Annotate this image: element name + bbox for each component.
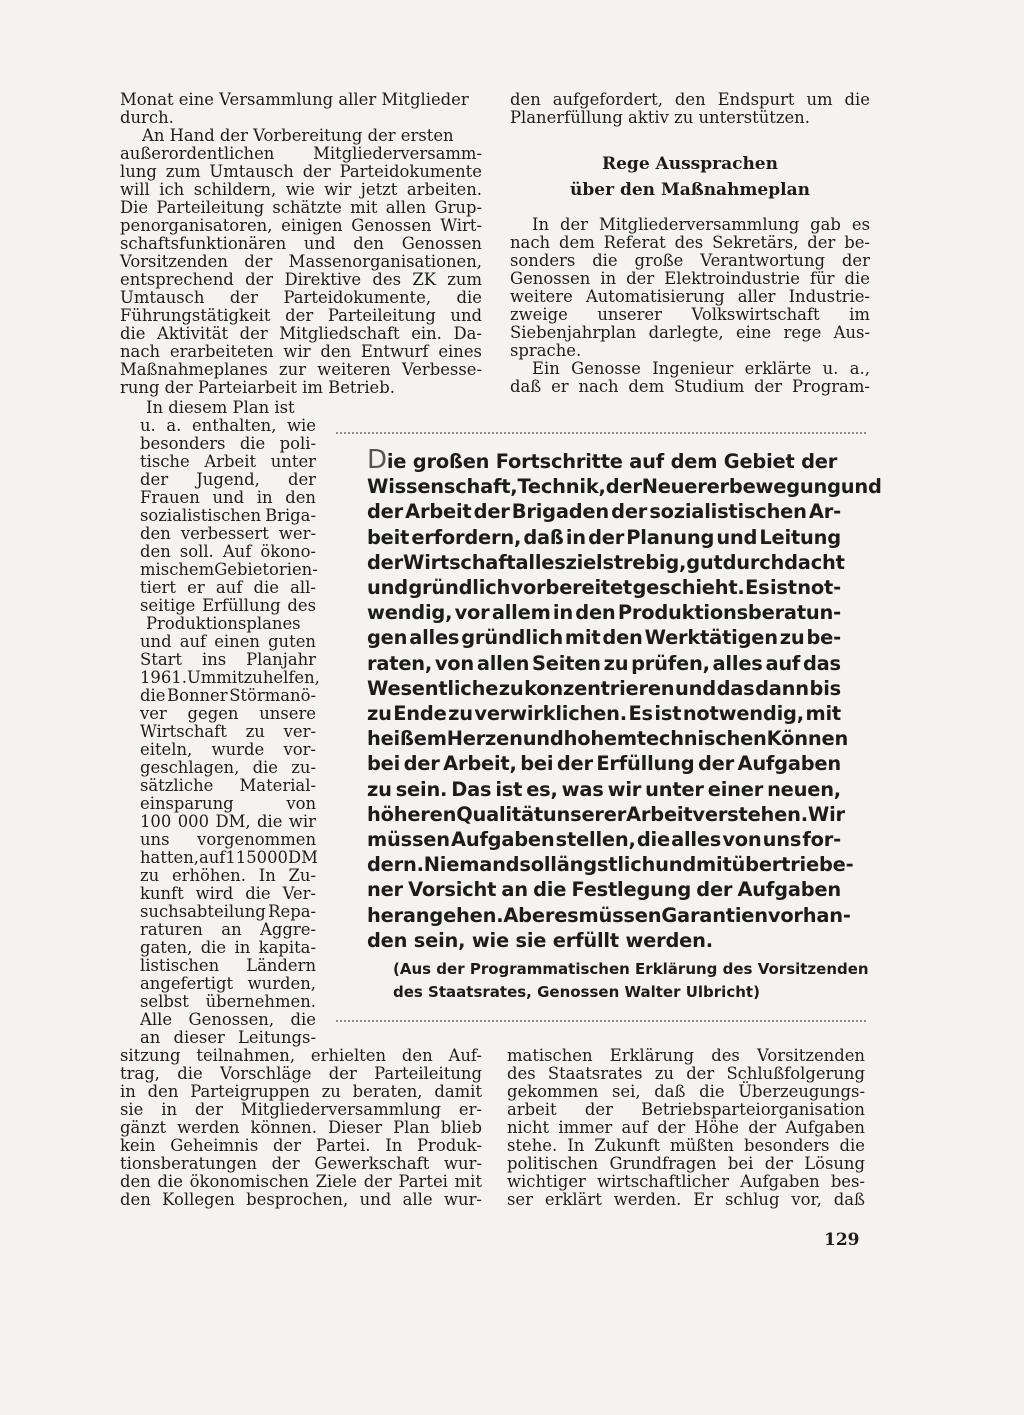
text-line: listischen Ländern: [140, 956, 316, 975]
text-line: eiteln, wurde vor-: [140, 740, 316, 759]
text-line: sie in der Mitgliederversammlung er-: [120, 1100, 482, 1119]
text-line: In der Mitgliederversammlung gab es: [532, 215, 870, 234]
text-line: und auf einen guten: [140, 632, 316, 651]
text-line: wichtiger wirtschaftlicher Aufgaben bes-: [507, 1172, 865, 1191]
quote-line: dern. Niemand soll ängstlich und mit übertriebe-: [367, 853, 854, 877]
text-line: nach dem Referat des Sekretärs, der be-: [510, 233, 870, 252]
text-line: 1961. Um mitzuhelfen,: [140, 668, 320, 687]
text-line: sonders die große Verantwortung der: [510, 251, 870, 270]
text-line: Produktionsplanes: [146, 614, 301, 633]
quote-line: ner Vorsicht an die Festlegung der Aufgaben: [367, 878, 841, 902]
text-line: An Hand der Vorbereitung der ersten: [142, 126, 454, 145]
source-line: (Aus der Programmatischen Erklärung des Vorsitzenden: [393, 960, 869, 978]
heading-line: Rege Aussprachen: [601, 154, 778, 174]
left-column-bottom: [120, 1047, 482, 1209]
text-line: raturen an Aggre-: [140, 920, 316, 939]
text-line: Umtausch der Parteidokumente, die: [120, 288, 482, 307]
drop-cap: D: [367, 445, 387, 475]
text-line: trag, die Vorschläge der Parteileitung: [120, 1064, 482, 1083]
quote-line: herangehen. Aber es müssen Garantien vorhan-: [367, 903, 851, 927]
right-column-top: [510, 91, 870, 127]
section-heading: [510, 151, 870, 203]
text-line: tische Arbeit unter: [140, 452, 316, 471]
text-line: matischen Erklärung des Vorsitzenden: [507, 1046, 865, 1065]
text-line: 100 000 DM, die wir: [140, 812, 316, 831]
quote-line: zu sein. Das ist es, was wir unter einer neuen,: [367, 777, 841, 801]
text-line: nicht immer auf der Höhe der Aufgaben: [507, 1118, 865, 1137]
text-line: suchsabteilung Repa-: [140, 902, 316, 921]
text-line: gänzt werden können. Dieser Plan blieb: [120, 1118, 482, 1137]
text-line: u. a. enthalten, wie: [140, 416, 316, 435]
quote-line: müssen Aufgaben stellen, die alles von uns for-: [367, 828, 841, 852]
text-line: Planerfüllung aktiv zu unterstützen.: [510, 108, 810, 127]
text-line: selbst übernehmen.: [140, 992, 316, 1011]
quote-line: raten, von allen Seiten zu prüfen, alles auf das: [367, 651, 841, 675]
text-line: rung der Parteiarbeit im Betrieb.: [120, 378, 395, 397]
source-line: des Staatsrates, Genossen Walter Ulbricht): [393, 983, 760, 1001]
text-line: zu erhöhen. In Zu-: [140, 866, 316, 885]
quote-line: Wissenschaft, Technik, der Neuererbewegung und: [367, 475, 882, 499]
quote-bottom-rule: [336, 1020, 866, 1022]
text-line: tiert er auf die all-: [140, 578, 316, 597]
quotation: [367, 445, 882, 953]
right-column-mid: [510, 216, 870, 396]
text-line: in den Parteigruppen zu beraten, damit: [120, 1082, 482, 1101]
text-line: penorganisatoren, einigen Genossen Wirt-: [120, 216, 482, 235]
text-line: uns vorgenommen: [140, 830, 316, 849]
text-line: mischem Gebiet orien-: [140, 560, 318, 579]
text-line: ver gegen unsere: [140, 704, 316, 723]
quote-line: zu Ende zu verwirklichen. Es ist notwendig, mit: [367, 702, 841, 726]
text-line: Führungstätigkeit der Parteileitung und: [120, 306, 482, 325]
text-line: Frauen und in den: [140, 488, 316, 507]
text-line: Wirtschaft zu ver-: [140, 722, 316, 741]
text-line: die Aktivität der Mitgliedschaft ein. Da-: [120, 324, 482, 343]
text-line: der Jugend, der: [140, 470, 316, 489]
text-line: arbeit der Betriebsparteiorganisation: [507, 1100, 865, 1119]
text-line: gekommen sei, daß die Überzeugungs-: [507, 1082, 865, 1101]
text-line: angefertigt wurden,: [140, 974, 316, 993]
quote-line: [367, 445, 841, 475]
page-number: 129: [824, 1230, 860, 1250]
text-line: Ein Genosse Ingenieur erklärte u. a.,: [532, 359, 870, 378]
text-line: sprache.: [510, 341, 582, 360]
text-line: Siebenjahrplan darlegte, eine rege Aus-: [510, 323, 870, 342]
left-column-narrow: [140, 398, 320, 1047]
text-line: lung zum Umtausch der Parteidokumente: [120, 162, 482, 181]
text-line: besonders die poli-: [140, 434, 316, 453]
text-line: Monat eine Versammlung aller Mitglieder: [120, 90, 469, 109]
text-line: kunft wird die Ver-: [140, 884, 316, 903]
text-line: durch.: [120, 108, 174, 127]
quote-line: gen alles gründlich mit den Werktätigen zu be-: [367, 626, 841, 650]
text-line: des Staatsrates zu der Schlußfolgerung: [507, 1064, 865, 1083]
quote-top-rule: [336, 432, 866, 434]
quote-line: beit erfordern, daß in der Planung und Leitung: [367, 525, 841, 549]
text-line: weitere Automatisierung aller Industrie-: [510, 287, 870, 306]
text-line: den verbessert wer-: [140, 524, 316, 543]
text-line: Genossen in der Elektroindustrie für die: [510, 269, 870, 288]
text-line: außerordentlichen Mitgliederversamm-: [120, 144, 482, 163]
heading-line: über den Maßnahmeplan: [570, 180, 810, 200]
text-line: tionsberatungen der Gewerkschaft wur-: [120, 1154, 482, 1173]
quote-first-line: ie großen Fortschritte auf dem Gebiet der: [386, 450, 838, 473]
text-line: nach erarbeiteten wir den Entwurf eines: [120, 342, 482, 361]
text-line: an dieser Leitungs-: [140, 1028, 316, 1047]
text-line: den aufgefordert, den Endspurt um die: [510, 90, 870, 109]
text-line: den soll. Auf ökono-: [140, 542, 316, 561]
text-line: den Kollegen besprochen, und alle wur-: [120, 1190, 482, 1209]
left-column-top: [120, 91, 482, 397]
text-line: politischen Grundfragen bei der Lösung: [507, 1154, 865, 1173]
quote-line: höheren Qualität unserer Arbeit verstehen. Wir: [367, 802, 845, 826]
text-line: hatten, auf 115 000 DM: [140, 848, 318, 867]
text-line: schaftsfunktionären und den Genossen: [120, 234, 482, 253]
text-line: gaten, die in kapita-: [140, 938, 316, 957]
text-line: geschlagen, die zu-: [140, 758, 316, 777]
text-line: die Bonner Störmanö-: [140, 686, 316, 705]
text-line: einsparung von: [140, 794, 316, 813]
text-line: stehe. In Zukunft müßten besonders die: [507, 1136, 865, 1155]
text-line: will ich schildern, wie wir jetzt arbeiten.: [120, 180, 482, 199]
quote-line: den sein, wie sie erfüllt werden.: [367, 928, 713, 952]
text-line: daß er nach dem Studium der Program-: [510, 377, 870, 396]
text-line: zweige unserer Volkswirtschaft im: [510, 305, 870, 324]
text-line: entsprechend der Direktive des ZK zum: [120, 270, 482, 289]
text-line: Maßnahmeplanes zur weiteren Verbesse-: [120, 360, 482, 379]
text-line: Die Parteileitung schätzte mit allen Grup-: [120, 198, 482, 217]
right-column-bottom: [507, 1047, 865, 1209]
text-line: In diesem Plan ist: [146, 398, 295, 417]
text-line: Alle Genossen, die: [140, 1010, 316, 1029]
text-line: kein Geheimnis der Partei. In Produk-: [120, 1136, 482, 1155]
text-line: Vorsitzenden der Massenorganisationen,: [120, 252, 482, 271]
text-line: ser erklärt werden. Er schlug vor, daß: [507, 1190, 865, 1209]
text-line: seitige Erfüllung des: [140, 596, 316, 615]
quote-line: der Arbeit der Brigaden der sozialistischen Ar-: [367, 500, 841, 524]
quote-line: heißem Herzen und hohem technischen Können: [367, 727, 849, 751]
text-line: den die ökonomischen Ziele der Partei mit: [120, 1172, 482, 1191]
quote-line: Wesentliche zu konzentrieren und das dann bis: [367, 676, 841, 700]
quote-line: wendig, vor allem in den Produktionsberatun-: [367, 601, 841, 625]
text-line: sitzung teilnahmen, erhielten den Auf-: [120, 1046, 482, 1065]
text-line: sozialistischen Briga-: [140, 506, 316, 525]
text-line: sätzliche Material-: [140, 776, 316, 795]
quote-line: bei der Arbeit, bei der Erfüllung der Aufgaben: [367, 752, 841, 776]
quote-line: und gründlich vorbereitet geschieht. Es ist not-: [367, 576, 841, 600]
text-line: Start ins Planjahr: [140, 650, 316, 669]
quote-line: der Wirtschaft alles zielstrebig, gut durchdacht: [367, 550, 845, 574]
quote-source: [393, 958, 869, 1004]
